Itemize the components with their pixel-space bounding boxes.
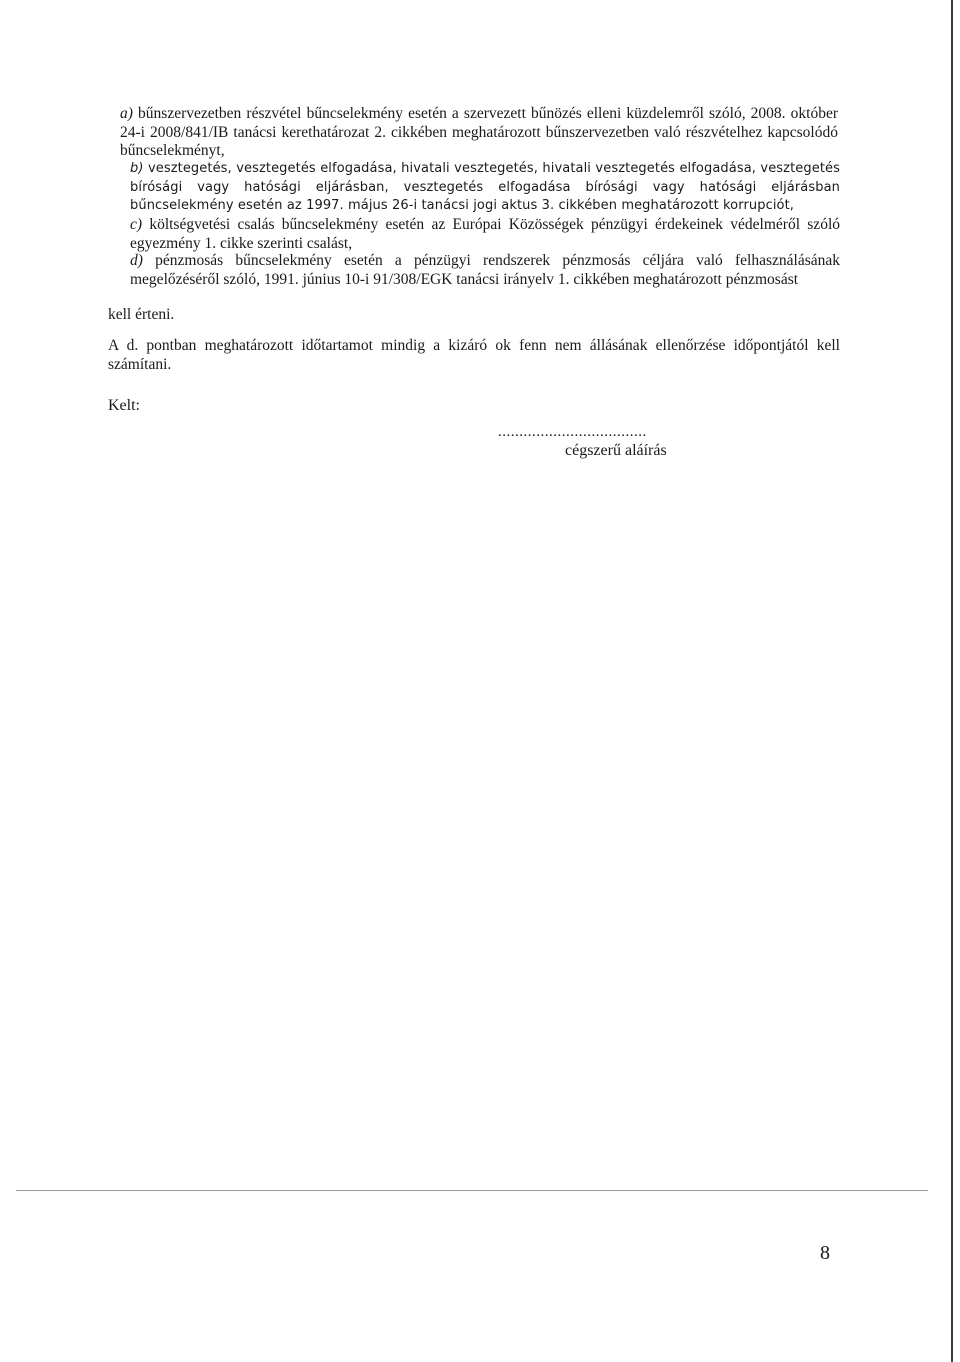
list-text-b: vesztegetés, vesztegetés elfogadása, hivatali vesztegetés, hivatali vesztegetés elfogadása, vesztegetés bírósági vagy hatósági eljárásban, vesztegetés elfogadása bírósági vagy hatósági eljárásban bűncselekmény esetén az 1997. május 26-i tanácsi jogi aktus 3. cikkében meghatározott korrupciót, [130, 161, 841, 213]
list-text-a: bűnszervezetben részvétel bűncselekmény esetén a szervezett bűnözés elleni küzdelemről szóló, 2008. október 24-i 2008/841/IB tanácsi kerethatározat 2. cikkében meghatározott bűnszervezetben való részvételhez kapcsolódó bűncselekményt, [120, 105, 838, 159]
page-edge-line [951, 0, 953, 1362]
list-marker-a: a) [120, 105, 133, 122]
note-paragraph: A d. pontban meghatározott időtartamot mindig a kizáró ok fenn nem állásának ellenőrzése időpontjától kell számítani. [108, 337, 840, 373]
list-text-c: költségvetési csalás bűncselekmény esetén az Európai Közösségek pénzügyi érdekeinek védelméről szóló egyezmény 1. cikke szerinti csalást, [130, 216, 840, 252]
list-marker-d: d) [130, 252, 143, 269]
date-label: Kelt: [108, 397, 140, 414]
list-item-a [120, 105, 838, 161]
signature-label: cégszerű aláírás [565, 442, 667, 459]
footer-divider [16, 1190, 928, 1191]
closing-text: kell érteni. [108, 306, 175, 323]
signature-line: ................................... [498, 424, 647, 440]
list-marker-b: b) [130, 161, 144, 176]
list-item-c [130, 216, 840, 253]
list-item-d [130, 252, 840, 289]
list-marker-c: c) [130, 216, 143, 233]
list-item-b [130, 160, 840, 216]
list-text-d: pénzmosás bűncselekmény esetén a pénzügyi rendszerek pénzmosás céljára való felhasználásának megelőzéséről szóló, 1991. június 10-i 91/308/EGK tanácsi irányelv 1. cikkében meghatározott pénzmosást [130, 252, 841, 288]
page-number: 8 [820, 1242, 830, 1264]
